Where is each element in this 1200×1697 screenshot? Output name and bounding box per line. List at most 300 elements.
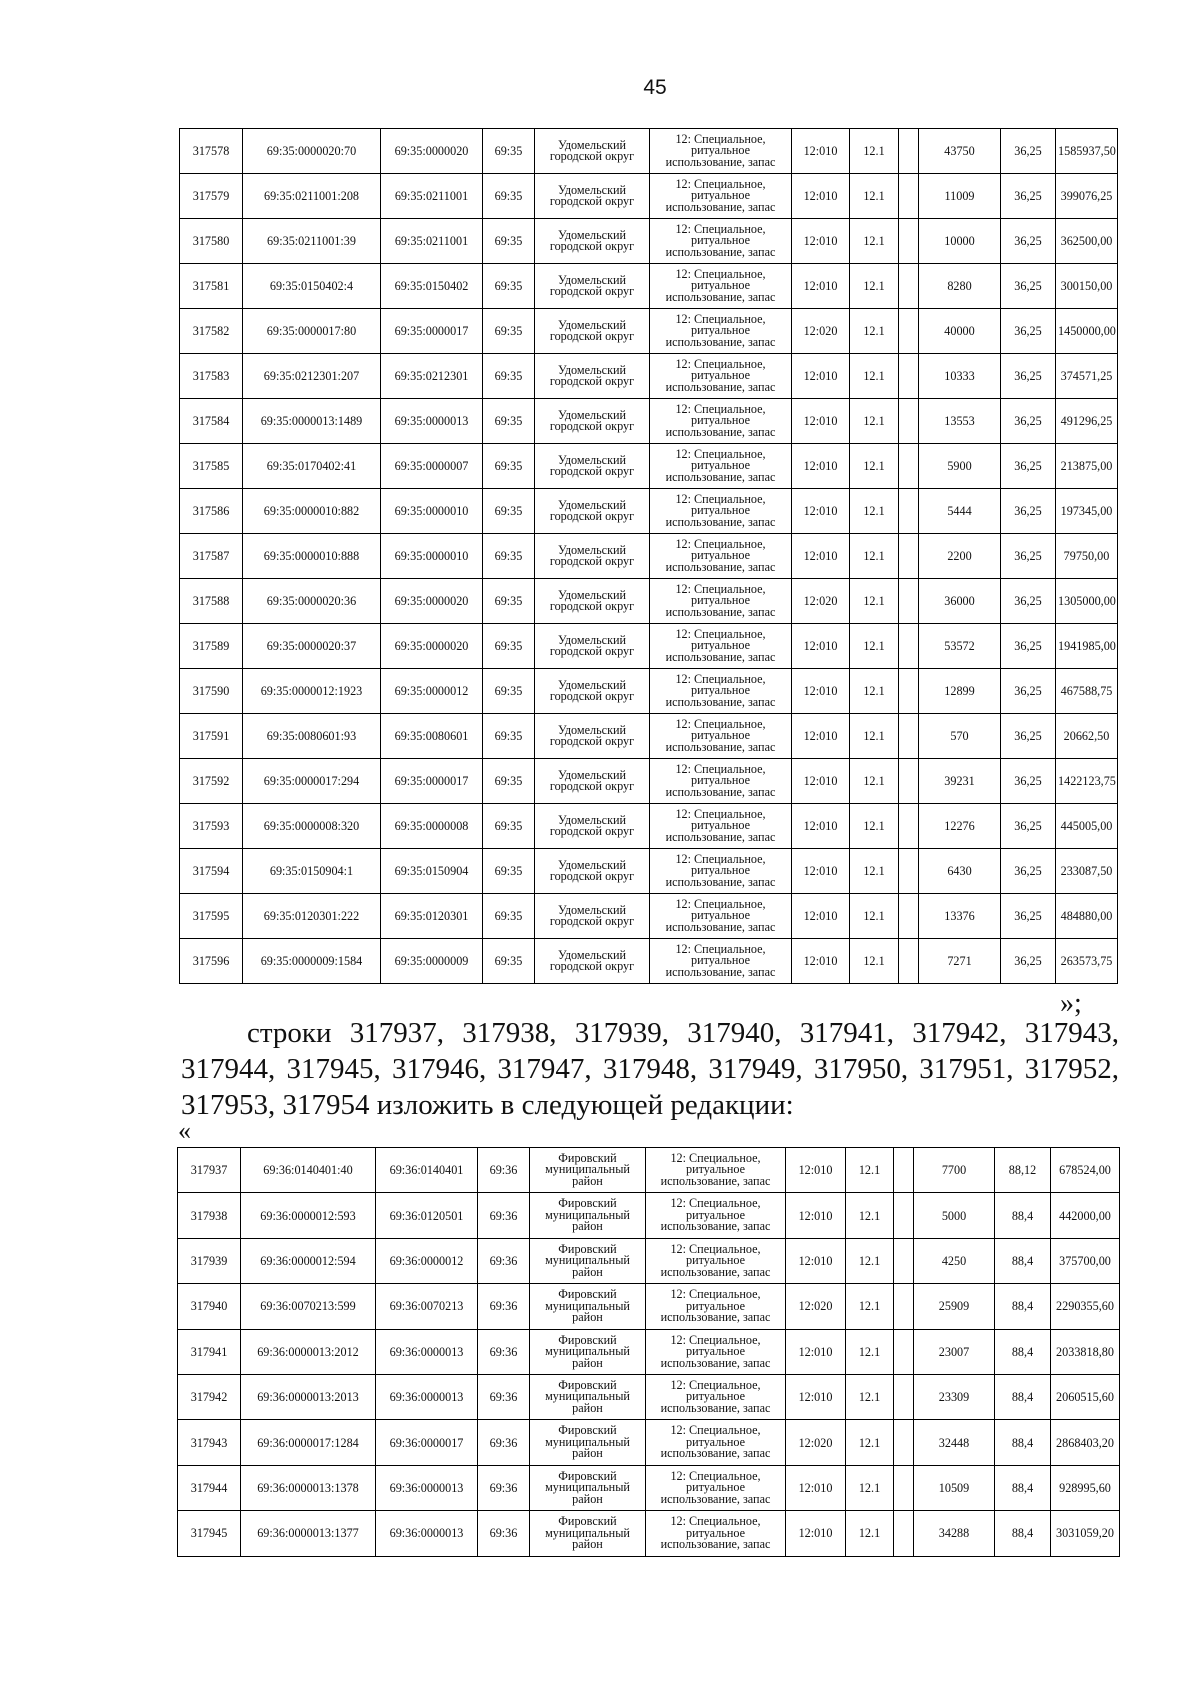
cell-subgroup: 12.1	[846, 1148, 894, 1193]
cell-cadastral-value: 1450000,00	[1056, 309, 1118, 354]
cell-group-code: 12:020	[792, 309, 850, 354]
cell-cadastral-quarter: 69:36:0000013	[376, 1465, 478, 1510]
cell-subgroup: 12.1	[850, 579, 899, 624]
cell-specific-value: 88,4	[995, 1193, 1051, 1238]
cell-cadastral-quarter: 69:35:0000010	[381, 534, 483, 579]
cell-cadastral-quarter: 69:35:0000020	[381, 129, 483, 174]
cell-empty	[899, 264, 919, 309]
cell-row-number: 317579	[180, 174, 243, 219]
table-row	[178, 1193, 1120, 1238]
cell-land-use-group: 12: Специальное, ритуальное использование, запас	[650, 489, 792, 534]
cell-subgroup: 12.1	[850, 489, 899, 534]
cell-area: 25909	[914, 1284, 995, 1329]
cell-cadastral-number: 69:36:0000013:2013	[241, 1374, 376, 1419]
cell-group-code: 12:010	[786, 1238, 846, 1283]
cell-empty	[894, 1329, 914, 1374]
cell-empty	[894, 1148, 914, 1193]
cell-subgroup: 12.1	[846, 1193, 894, 1238]
cell-municipality: Фировский муниципальный район	[530, 1284, 646, 1329]
cell-area: 12899	[919, 669, 1001, 714]
table-row	[180, 309, 1118, 354]
cell-empty	[899, 309, 919, 354]
cell-empty	[899, 219, 919, 264]
cell-cadastral-quarter: 69:35:0000020	[381, 579, 483, 624]
cell-district-code: 69:36	[478, 1284, 530, 1329]
cell-land-use-group: 12: Специальное, ритуальное использование, запас	[650, 714, 792, 759]
cell-district-code: 69:36	[478, 1511, 530, 1556]
cell-cadastral-number: 69:35:0170402:41	[243, 444, 381, 489]
cell-specific-value: 88,4	[995, 1465, 1051, 1510]
opening-quote: «	[178, 1116, 191, 1145]
cell-empty	[899, 174, 919, 219]
cell-cadastral-value: 928995,60	[1051, 1465, 1120, 1510]
cell-municipality: Удомельский городской округ	[535, 264, 650, 309]
cell-row-number: 317939	[178, 1238, 241, 1283]
table-row	[180, 354, 1118, 399]
cell-cadastral-quarter: 69:35:0211001	[381, 219, 483, 264]
cell-area: 7700	[914, 1148, 995, 1193]
cell-cadastral-value: 442000,00	[1051, 1193, 1120, 1238]
cell-land-use-group: 12: Специальное, ритуальное использование, запас	[646, 1148, 786, 1193]
cell-empty	[899, 804, 919, 849]
cell-cadastral-value: 678524,00	[1051, 1148, 1120, 1193]
table-row	[180, 219, 1118, 264]
table-row	[180, 174, 1118, 219]
cell-cadastral-value: 3031059,20	[1051, 1511, 1120, 1556]
cell-area: 570	[919, 714, 1001, 759]
cell-group-code: 12:010	[792, 804, 850, 849]
cell-subgroup: 12.1	[850, 534, 899, 579]
cell-cadastral-number: 69:35:0000020:37	[243, 624, 381, 669]
cell-specific-value: 36,25	[1001, 849, 1056, 894]
cell-cadastral-number: 69:35:0000012:1923	[243, 669, 381, 714]
cell-cadastral-quarter: 69:35:0000012	[381, 669, 483, 714]
cell-cadastral-value: 2290355,60	[1051, 1284, 1120, 1329]
cell-group-code: 12:010	[792, 399, 850, 444]
cell-specific-value: 88,4	[995, 1238, 1051, 1283]
cell-empty	[899, 849, 919, 894]
cell-subgroup: 12.1	[850, 399, 899, 444]
cell-cadastral-value: 375700,00	[1051, 1238, 1120, 1283]
cell-district-code: 69:35	[483, 624, 535, 669]
cell-cadastral-number: 69:35:0000020:36	[243, 579, 381, 624]
cell-area: 5900	[919, 444, 1001, 489]
cell-row-number: 317584	[180, 399, 243, 444]
cell-cadastral-value: 445005,00	[1056, 804, 1118, 849]
cell-row-number: 317945	[178, 1511, 241, 1556]
cell-row-number: 317595	[180, 894, 243, 939]
cell-specific-value: 36,25	[1001, 489, 1056, 534]
cell-row-number: 317585	[180, 444, 243, 489]
cell-area: 12276	[919, 804, 1001, 849]
cell-district-code: 69:35	[483, 399, 535, 444]
cell-group-code: 12:020	[786, 1284, 846, 1329]
cell-area: 10333	[919, 354, 1001, 399]
cell-specific-value: 36,25	[1001, 534, 1056, 579]
cell-cadastral-number: 69:35:0120301:222	[243, 894, 381, 939]
cell-group-code: 12:010	[792, 219, 850, 264]
cell-land-use-group: 12: Специальное, ритуальное использование, запас	[650, 444, 792, 489]
table-row	[180, 579, 1118, 624]
table-row	[180, 534, 1118, 579]
cell-cadastral-number: 69:35:0150904:1	[243, 849, 381, 894]
cell-subgroup: 12.1	[850, 804, 899, 849]
cell-row-number: 317593	[180, 804, 243, 849]
cell-district-code: 69:35	[483, 849, 535, 894]
cell-district-code: 69:35	[483, 219, 535, 264]
cell-specific-value: 36,25	[1001, 804, 1056, 849]
table-row	[180, 624, 1118, 669]
cell-row-number: 317941	[178, 1329, 241, 1374]
cell-empty	[894, 1511, 914, 1556]
cell-group-code: 12:010	[792, 174, 850, 219]
cell-municipality: Удомельский городской округ	[535, 309, 650, 354]
cell-row-number: 317590	[180, 669, 243, 714]
cell-municipality: Фировский муниципальный район	[530, 1238, 646, 1283]
cell-land-use-group: 12: Специальное, ритуальное использование, запас	[650, 939, 792, 984]
cell-subgroup: 12.1	[846, 1374, 894, 1419]
cell-specific-value: 36,25	[1001, 354, 1056, 399]
cell-area: 23007	[914, 1329, 995, 1374]
cell-row-number: 317589	[180, 624, 243, 669]
cell-empty	[899, 624, 919, 669]
cell-cadastral-value: 2868403,20	[1051, 1420, 1120, 1465]
table-row	[178, 1374, 1120, 1419]
cell-empty	[894, 1284, 914, 1329]
cell-empty	[899, 354, 919, 399]
cell-cadastral-value: 2060515,60	[1051, 1374, 1120, 1419]
cell-group-code: 12:020	[786, 1420, 846, 1465]
cell-specific-value: 36,25	[1001, 174, 1056, 219]
cell-cadastral-quarter: 69:35:0000013	[381, 399, 483, 444]
cell-cadastral-quarter: 69:36:0000017	[376, 1420, 478, 1465]
cell-cadastral-quarter: 69:35:0000017	[381, 759, 483, 804]
cell-area: 5444	[919, 489, 1001, 534]
cell-municipality: Удомельский городской округ	[535, 714, 650, 759]
cell-area: 43750	[919, 129, 1001, 174]
cell-area: 34288	[914, 1511, 995, 1556]
cell-group-code: 12:010	[792, 264, 850, 309]
cell-subgroup: 12.1	[850, 354, 899, 399]
table-row	[180, 444, 1118, 489]
cell-subgroup: 12.1	[850, 219, 899, 264]
cell-cadastral-quarter: 69:35:0120301	[381, 894, 483, 939]
cell-municipality: Удомельский городской округ	[535, 129, 650, 174]
cell-row-number: 317594	[180, 849, 243, 894]
table-row	[180, 894, 1118, 939]
cell-row-number: 317944	[178, 1465, 241, 1510]
cell-district-code: 69:36	[478, 1148, 530, 1193]
cell-district-code: 69:35	[483, 579, 535, 624]
cell-cadastral-number: 69:35:0000017:80	[243, 309, 381, 354]
amendment-paragraph	[181, 1015, 1119, 1123]
cell-cadastral-quarter: 69:36:0000012	[376, 1238, 478, 1283]
cell-subgroup: 12.1	[846, 1329, 894, 1374]
cell-cadastral-value: 2033818,80	[1051, 1329, 1120, 1374]
cell-area: 10509	[914, 1465, 995, 1510]
cell-cadastral-quarter: 69:36:0000013	[376, 1329, 478, 1374]
cell-specific-value: 36,25	[1001, 714, 1056, 759]
cell-municipality: Удомельский городской округ	[535, 759, 650, 804]
cell-subgroup: 12.1	[850, 624, 899, 669]
cell-municipality: Фировский муниципальный район	[530, 1374, 646, 1419]
cell-empty	[899, 534, 919, 579]
cell-cadastral-number: 69:35:0150402:4	[243, 264, 381, 309]
cell-cadastral-number: 69:35:0212301:207	[243, 354, 381, 399]
table-row	[178, 1511, 1120, 1556]
cell-cadastral-number: 69:35:0000008:320	[243, 804, 381, 849]
cell-cadastral-value: 233087,50	[1056, 849, 1118, 894]
cell-group-code: 12:010	[792, 894, 850, 939]
cell-specific-value: 88,4	[995, 1374, 1051, 1419]
table-row	[180, 804, 1118, 849]
cell-municipality: Удомельский городской округ	[535, 399, 650, 444]
cell-empty	[899, 669, 919, 714]
cell-row-number: 317586	[180, 489, 243, 534]
cell-cadastral-value: 300150,00	[1056, 264, 1118, 309]
cell-cadastral-value: 399076,25	[1056, 174, 1118, 219]
cell-cadastral-number: 69:35:0000017:294	[243, 759, 381, 804]
cell-group-code: 12:010	[792, 489, 850, 534]
cell-district-code: 69:36	[478, 1465, 530, 1510]
cell-subgroup: 12.1	[850, 129, 899, 174]
cell-land-use-group: 12: Специальное, ритуальное использование, запас	[646, 1511, 786, 1556]
cell-row-number: 317588	[180, 579, 243, 624]
cell-group-code: 12:010	[786, 1148, 846, 1193]
cell-row-number: 317943	[178, 1420, 241, 1465]
table-row	[180, 714, 1118, 759]
cell-subgroup: 12.1	[850, 264, 899, 309]
cell-empty	[899, 444, 919, 489]
cell-subgroup: 12.1	[850, 309, 899, 354]
cell-empty	[899, 129, 919, 174]
cell-municipality: Удомельский городской округ	[535, 849, 650, 894]
cell-land-use-group: 12: Специальное, ритуальное использование, запас	[650, 804, 792, 849]
table-row	[180, 489, 1118, 534]
cell-cadastral-quarter: 69:35:0080601	[381, 714, 483, 759]
cell-district-code: 69:36	[478, 1238, 530, 1283]
cell-land-use-group: 12: Специальное, ритуальное использование, запас	[650, 309, 792, 354]
cell-district-code: 69:35	[483, 894, 535, 939]
cell-empty	[899, 714, 919, 759]
cell-cadastral-value: 1941985,00	[1056, 624, 1118, 669]
cell-land-use-group: 12: Специальное, ритуальное использование, запас	[646, 1193, 786, 1238]
cell-specific-value: 36,25	[1001, 309, 1056, 354]
cell-cadastral-value: 491296,25	[1056, 399, 1118, 444]
cell-specific-value: 88,12	[995, 1148, 1051, 1193]
cell-municipality: Фировский муниципальный район	[530, 1465, 646, 1510]
cell-group-code: 12:010	[786, 1329, 846, 1374]
cell-land-use-group: 12: Специальное, ритуальное использование, запас	[650, 534, 792, 579]
cell-subgroup: 12.1	[846, 1420, 894, 1465]
cell-land-use-group: 12: Специальное, ритуальное использование, запас	[646, 1374, 786, 1419]
cell-cadastral-value: 20662,50	[1056, 714, 1118, 759]
cell-land-use-group: 12: Специальное, ритуальное использование, запас	[650, 894, 792, 939]
cell-row-number: 317578	[180, 129, 243, 174]
cell-cadastral-value: 1585937,50	[1056, 129, 1118, 174]
cell-cadastral-number: 69:36:0070213:599	[241, 1284, 376, 1329]
cell-cadastral-number: 69:36:0000012:593	[241, 1193, 376, 1238]
cell-group-code: 12:010	[792, 129, 850, 174]
cell-municipality: Удомельский городской округ	[535, 669, 650, 714]
table-row	[178, 1148, 1120, 1193]
cell-area: 2200	[919, 534, 1001, 579]
cell-row-number: 317591	[180, 714, 243, 759]
cell-cadastral-quarter: 69:36:0000013	[376, 1511, 478, 1556]
cell-specific-value: 36,25	[1001, 669, 1056, 714]
cell-district-code: 69:36	[478, 1193, 530, 1238]
cell-municipality: Удомельский городской округ	[535, 894, 650, 939]
cell-subgroup: 12.1	[850, 849, 899, 894]
cell-municipality: Удомельский городской округ	[535, 804, 650, 849]
table-row	[180, 759, 1118, 804]
cell-land-use-group: 12: Специальное, ритуальное использование, запас	[650, 219, 792, 264]
cell-group-code: 12:010	[786, 1374, 846, 1419]
cell-group-code: 12:010	[792, 534, 850, 579]
cell-land-use-group: 12: Специальное, ритуальное использование, запас	[650, 669, 792, 714]
cell-municipality: Удомельский городской округ	[535, 624, 650, 669]
cell-specific-value: 36,25	[1001, 399, 1056, 444]
cell-land-use-group: 12: Специальное, ритуальное использование, запас	[646, 1284, 786, 1329]
cell-subgroup: 12.1	[850, 669, 899, 714]
cell-district-code: 69:35	[483, 939, 535, 984]
table-row	[178, 1284, 1120, 1329]
cell-municipality: Удомельский городской округ	[535, 174, 650, 219]
cell-empty	[899, 759, 919, 804]
cell-land-use-group: 12: Специальное, ритуальное использование, запас	[650, 579, 792, 624]
cell-subgroup: 12.1	[850, 939, 899, 984]
cell-land-use-group: 12: Специальное, ритуальное использование, запас	[650, 129, 792, 174]
cell-group-code: 12:010	[792, 759, 850, 804]
cell-specific-value: 36,25	[1001, 579, 1056, 624]
table-row	[180, 849, 1118, 894]
cell-cadastral-value: 263573,75	[1056, 939, 1118, 984]
cell-group-code: 12:010	[792, 444, 850, 489]
cell-empty	[894, 1374, 914, 1419]
cell-area: 53572	[919, 624, 1001, 669]
cell-municipality: Удомельский городской округ	[535, 534, 650, 579]
cell-cadastral-quarter: 69:35:0150402	[381, 264, 483, 309]
cell-group-code: 12:010	[792, 939, 850, 984]
cell-cadastral-quarter: 69:36:0000013	[376, 1374, 478, 1419]
cell-group-code: 12:010	[792, 714, 850, 759]
cell-cadastral-quarter: 69:35:0000009	[381, 939, 483, 984]
cell-row-number: 317581	[180, 264, 243, 309]
cell-cadastral-value: 197345,00	[1056, 489, 1118, 534]
table-row	[180, 669, 1118, 714]
cell-district-code: 69:35	[483, 309, 535, 354]
cell-land-use-group: 12: Специальное, ритуальное использование, запас	[650, 264, 792, 309]
cell-subgroup: 12.1	[846, 1465, 894, 1510]
cell-land-use-group: 12: Специальное, ритуальное использование, запас	[650, 354, 792, 399]
closing-quote: »;	[1060, 988, 1082, 1019]
cell-cadastral-number: 69:35:0000009:1584	[243, 939, 381, 984]
table-row	[178, 1329, 1120, 1374]
cell-area: 10000	[919, 219, 1001, 264]
cell-specific-value: 36,25	[1001, 894, 1056, 939]
cell-district-code: 69:36	[478, 1329, 530, 1374]
cell-empty	[894, 1238, 914, 1283]
cell-cadastral-quarter: 69:35:0212301	[381, 354, 483, 399]
land-plots-table-udomelsky	[179, 128, 1118, 984]
cell-land-use-group: 12: Специальное, ритуальное использование, запас	[646, 1238, 786, 1283]
cell-specific-value: 88,4	[995, 1420, 1051, 1465]
cell-cadastral-value: 467588,75	[1056, 669, 1118, 714]
cell-cadastral-number: 69:36:0000017:1284	[241, 1420, 376, 1465]
cell-cadastral-number: 69:36:0000012:594	[241, 1238, 376, 1283]
cell-specific-value: 36,25	[1001, 759, 1056, 804]
cell-area: 13553	[919, 399, 1001, 444]
cell-municipality: Удомельский городской округ	[535, 219, 650, 264]
cell-land-use-group: 12: Специальное, ритуальное использование, запас	[646, 1329, 786, 1374]
cell-subgroup: 12.1	[846, 1284, 894, 1329]
cell-cadastral-quarter: 69:35:0000017	[381, 309, 483, 354]
table-row	[180, 399, 1118, 444]
cell-subgroup: 12.1	[846, 1511, 894, 1556]
cell-cadastral-number: 69:35:0000010:882	[243, 489, 381, 534]
cell-empty	[899, 894, 919, 939]
cell-group-code: 12:010	[792, 354, 850, 399]
cell-group-code: 12:010	[786, 1511, 846, 1556]
cell-district-code: 69:35	[483, 759, 535, 804]
cell-district-code: 69:35	[483, 714, 535, 759]
cell-cadastral-value: 1422123,75	[1056, 759, 1118, 804]
cell-district-code: 69:35	[483, 129, 535, 174]
cell-specific-value: 36,25	[1001, 624, 1056, 669]
cell-land-use-group: 12: Специальное, ритуальное использование, запас	[646, 1420, 786, 1465]
cell-specific-value: 36,25	[1001, 444, 1056, 489]
cell-group-code: 12:010	[786, 1465, 846, 1510]
table-row	[180, 129, 1118, 174]
cell-group-code: 12:010	[792, 624, 850, 669]
cell-cadastral-value: 484880,00	[1056, 894, 1118, 939]
cell-row-number: 317596	[180, 939, 243, 984]
cell-municipality: Фировский муниципальный район	[530, 1148, 646, 1193]
cell-cadastral-number: 69:35:0080601:93	[243, 714, 381, 759]
cell-cadastral-number: 69:35:0211001:39	[243, 219, 381, 264]
cell-land-use-group: 12: Специальное, ритуальное использование, запас	[650, 849, 792, 894]
table-row	[178, 1420, 1120, 1465]
cell-municipality: Удомельский городской округ	[535, 939, 650, 984]
cell-cadastral-number: 69:36:0000013:1378	[241, 1465, 376, 1510]
cell-land-use-group: 12: Специальное, ритуальное использование, запас	[646, 1465, 786, 1510]
cell-row-number: 317582	[180, 309, 243, 354]
land-plots-table-firovsky	[177, 1147, 1120, 1557]
cell-empty	[899, 579, 919, 624]
cell-district-code: 69:35	[483, 174, 535, 219]
cell-subgroup: 12.1	[850, 759, 899, 804]
cell-cadastral-quarter: 69:35:0211001	[381, 174, 483, 219]
cell-district-code: 69:35	[483, 534, 535, 579]
cell-row-number: 317583	[180, 354, 243, 399]
table-row	[180, 939, 1118, 984]
cell-specific-value: 36,25	[1001, 219, 1056, 264]
cell-row-number: 317942	[178, 1374, 241, 1419]
page-number: 45	[643, 76, 667, 99]
cell-cadastral-quarter: 69:35:0000010	[381, 489, 483, 534]
cell-cadastral-number: 69:35:0000010:888	[243, 534, 381, 579]
cell-specific-value: 88,4	[995, 1284, 1051, 1329]
cell-area: 32448	[914, 1420, 995, 1465]
cell-cadastral-value: 1305000,00	[1056, 579, 1118, 624]
cell-specific-value: 88,4	[995, 1329, 1051, 1374]
cell-cadastral-quarter: 69:36:0140401	[376, 1148, 478, 1193]
cell-cadastral-value: 374571,25	[1056, 354, 1118, 399]
cell-cadastral-quarter: 69:35:0000007	[381, 444, 483, 489]
cell-municipality: Фировский муниципальный район	[530, 1193, 646, 1238]
cell-cadastral-quarter: 69:35:0000020	[381, 624, 483, 669]
cell-cadastral-number: 69:35:0000013:1489	[243, 399, 381, 444]
